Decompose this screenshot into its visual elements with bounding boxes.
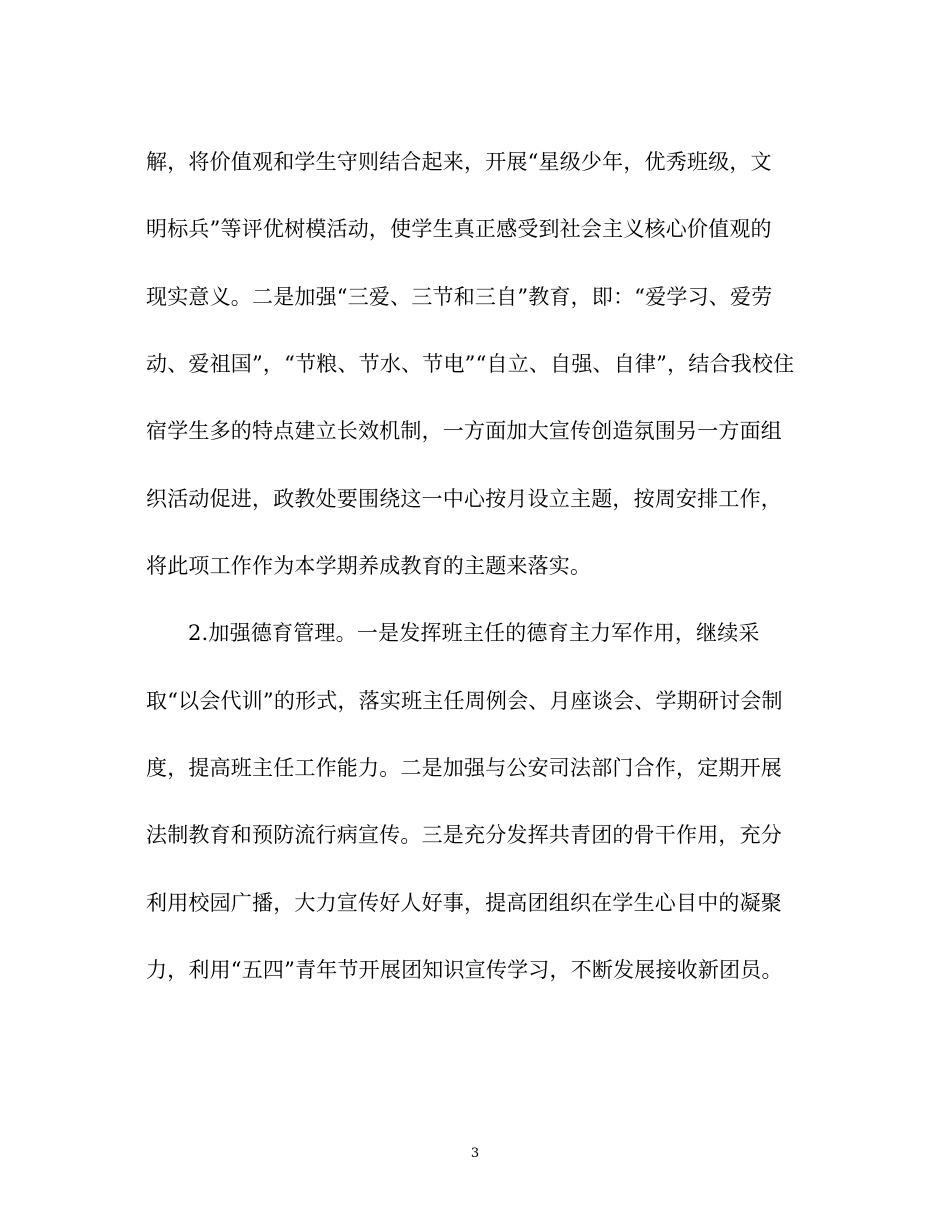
- paragraph-1-line-7: 将此项工作作为本学期养成教育的主题来落实。: [146, 554, 592, 578]
- paragraph-2-line-5: 利用校园广播，大力宣传好人好事，提高团组织在学生心目中的凝聚: [146, 891, 782, 915]
- paragraph-1-line-1: 解，将价值观和学生守则结合起来，开展“星级少年，优秀班级，文: [146, 150, 772, 174]
- page-number: 3: [470, 1146, 480, 1161]
- paragraph-1-line-4: 动、爱祖国”，“节粮、节水、节电”“自立、自强、自律”，结合我校住: [146, 352, 795, 376]
- paragraph-2-line-3: 度，提高班主任工作能力。二是加强与公安司法部门合作，定期开展: [146, 756, 782, 780]
- paragraph-1-line-5: 宿学生多的特点建立长效机制，一方面加大宣传创造氛围另一方面组: [146, 419, 782, 443]
- paragraph-1-line-3: 现实意义。二是加强“三爱、三节和三自”教育，即：“爱学习、爱劳: [146, 285, 773, 309]
- paragraph-2-line-2: 取“以会代训”的形式，落实班主任周例会、月座谈会、学期研讨会制: [146, 689, 783, 713]
- paragraph-2-line-4: 法制教育和预防流行病宣传。三是充分发挥共青团的骨干作用，充分: [146, 823, 782, 847]
- paragraph-2-line-1: 2.加强德育管理。一是发挥班主任的德育主力军作用，继续采: [188, 621, 760, 645]
- paragraph-2-line-6: 力，利用“五四”青年节开展团知识宣传学习，不断发展接收新团员。: [146, 958, 783, 982]
- paragraph-1-line-2: 明标兵”等评优树模活动，使学生真正感受到社会主义核心价值观的: [146, 217, 772, 241]
- paragraph-1-line-6: 织活动促进，政教处要围绕这一中心按月设立主题，按周安排工作，: [146, 487, 782, 511]
